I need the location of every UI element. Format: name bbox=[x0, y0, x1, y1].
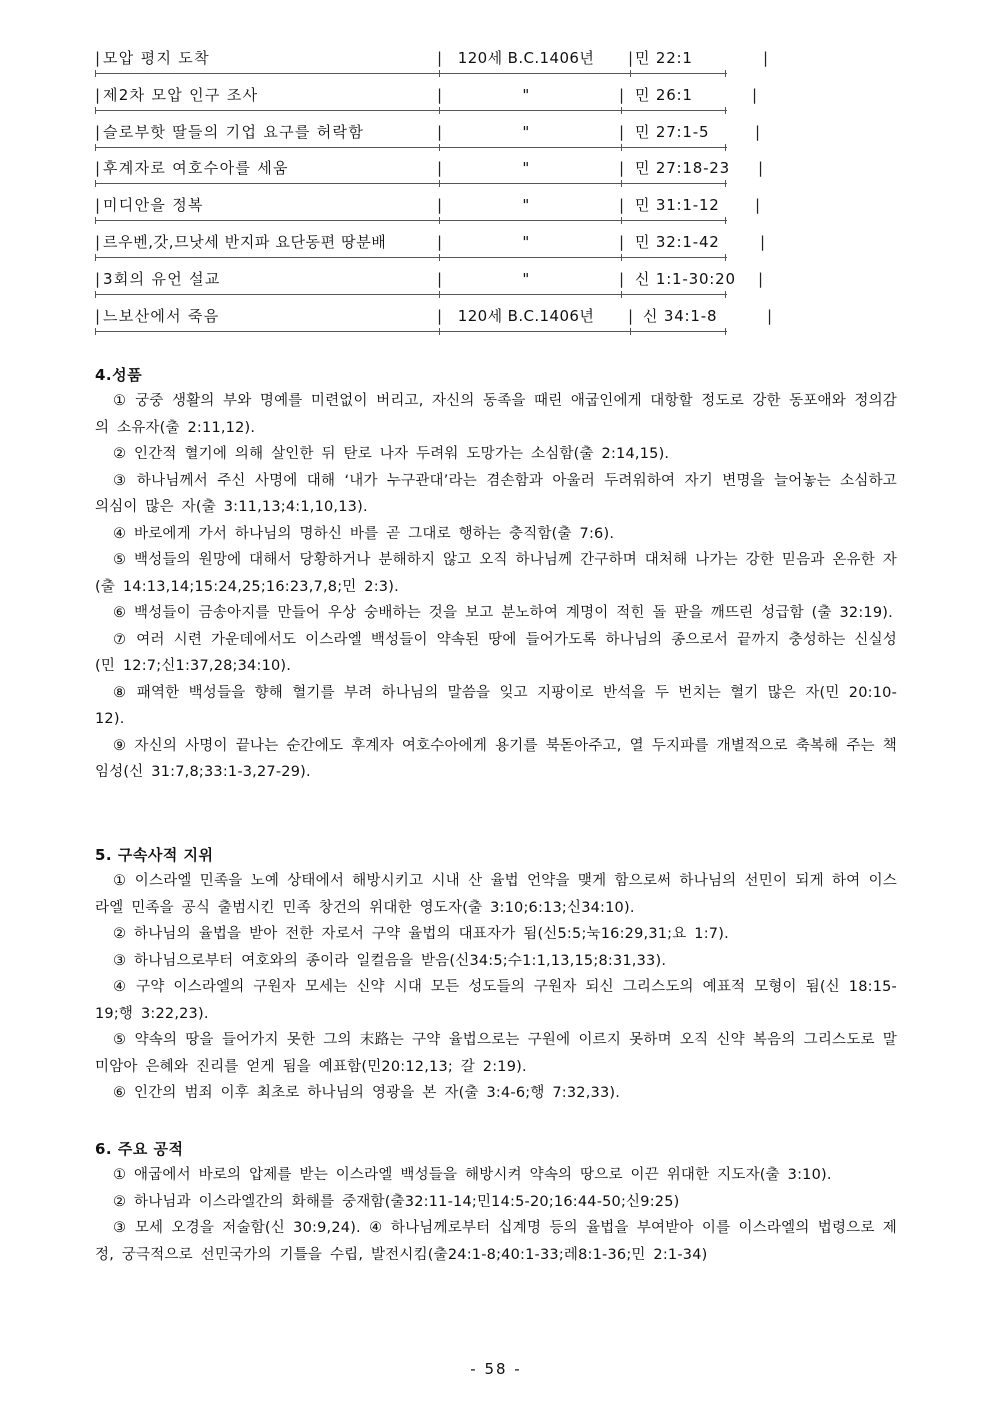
event-cell: 미디안을 정복 bbox=[103, 196, 204, 215]
list-item: ② 하나님의 율법을 받아 전한 자로서 구약 율법의 대표자가 됨(신5:5;눅16:29,31;요 1:7). bbox=[113, 926, 729, 942]
list-item: ⑦ 여러 시련 가운데에서도 이스라엘 백성들이 약속된 땅에 들어가도록 하나님의 종으로서 끝까지 충성하는 신실성(민 12:7;신1:37,28;34:10). bbox=[95, 631, 897, 674]
table-row: | 3회의 유언 설교 | " | 신 1:1-30:20 | bbox=[95, 261, 785, 298]
list-item: ⑥ 백성들이 금송아지를 만들어 우상 숭배하는 것을 보고 분노하여 계명이 적힌 돌 판을 깨뜨린 성급함 (출 32:19). bbox=[113, 605, 893, 621]
table-row: | 모압 평지 도착 | 120세 B.C.1406년 | 민 22:1 | bbox=[95, 40, 785, 77]
list-item: ① 애굽에서 바로의 압제를 받는 이스라엘 백성들을 해방시켜 약속의 땅으로 이끈 위대한 지도자(출 3:10). bbox=[113, 1167, 832, 1183]
event-cell: 르우벤,갓,므낫세 반지파 요단동편 땅분배 bbox=[103, 232, 387, 251]
scripture-ref-cell: 민 31:1-12 bbox=[635, 196, 720, 215]
table-row: | 후계자로 여호수아를 세움 | " | 민 27:18-23 | bbox=[95, 150, 785, 187]
table-row: | 슬로부핫 딸들의 기업 요구를 허락함 | " | 민 27:1-5 | bbox=[95, 114, 785, 151]
section-major-achievements bbox=[95, 1136, 897, 1268]
list-item: ③ 하나님께서 주신 사명에 대해 ‘내가 누구관대’라는 겸손함과 아울러 두려워하여 자기 변명을 늘어놓는 소심하고 의심이 많은 자(출 3:11,13;4:1,10,13). bbox=[95, 472, 897, 515]
list-item: ③ 모세 오경을 저술함(신 30:9,24). ④ 하나님께로부터 십계명 등의 율법을 부여받아 이를 이스라엘의 법령으로 제정, 궁극적으로 선민국가의 기틀을 수립, 발전시킴(출24:1-8;40:1-33;레8:1-36;민 2:1-34) bbox=[95, 1220, 897, 1263]
list-item: ① 궁중 생활의 부와 명예를 미련없이 버리고, 자신의 동족을 때린 애굽인에게 대항할 정도로 강한 동포애와 정의감의 소유자(출 2:11,12). bbox=[95, 393, 897, 436]
list-item: ⑤ 약속의 땅을 들어가지 못한 그의 末路는 구약 율법으로는 구원에 이르지 못하며 오직 신약 복음의 그리스도로 말미암아 은혜와 진리를 얻게 됨을 예표함(민20:12,13; 갈 2:19). bbox=[95, 1032, 897, 1075]
list-item: ④ 구약 이스라엘의 구원자 모세는 신약 시대 모든 성도들의 구원자 되신 그리스도의 예표적 모형이 됨(신 18:15-19;행 3:22,23). bbox=[95, 979, 897, 1022]
list-item: ⑤ 백성들의 원망에 대해서 당황하거나 분해하지 않고 오직 하나님께 간구하며 대처해 나가는 강한 믿음과 온유한 자(출 14:13,14;15:24,25;16:23,7,8;민 2:3). bbox=[95, 552, 897, 595]
age-year-cell: 120세 B.C.1406년 bbox=[457, 306, 595, 325]
event-cell: 후계자로 여호수아를 세움 bbox=[103, 159, 289, 178]
list-item: ⑨ 자신의 사명이 끝나는 순간에도 후계자 여호수아에게 용기를 북돋아주고, 열 두지파를 개별적으로 축복해 주는 책임성(신 31:7,8;33:1-3,27-29). bbox=[95, 737, 897, 780]
age-year-cell: " bbox=[522, 159, 530, 178]
event-cell: 제2차 모압 인구 조사 bbox=[103, 85, 259, 104]
age-year-cell: " bbox=[522, 122, 530, 141]
scripture-ref-cell: 신 34:1-8 bbox=[643, 306, 718, 325]
timeline-table bbox=[95, 40, 785, 334]
age-year-cell: " bbox=[522, 269, 530, 288]
event-cell: 느보산에서 죽음 bbox=[103, 306, 220, 325]
list-item: ③ 하나님으로부터 여호와의 종이라 일컬음을 받음(신34:5;수1:1,13,15;8:31,33). bbox=[113, 952, 667, 969]
scripture-ref-cell: 민 27:18-23 bbox=[635, 159, 730, 178]
list-item: ① 이스라엘 민족을 노예 상태에서 해방시키고 시내 산 율법 언약을 맺게 함으로써 하나님의 선민이 되게 하여 이스라엘 민족을 공식 출범시킨 민족 창건의 위대한 영도자(출 3:10;6:13;신34:10). bbox=[95, 873, 897, 916]
table-row: | 느보산에서 죽음 | 120세 B.C.1406년 | 신 34:1-8 | bbox=[95, 298, 785, 335]
scripture-ref-cell: 신 1:1-30:20 bbox=[635, 269, 736, 288]
table-row: | 르우벤,갓,므낫세 반지파 요단동편 땅분배 | " | 민 32:1-42 | bbox=[95, 224, 785, 261]
list-item: ② 인간적 혈기에 의해 살인한 뒤 탄로 나자 두려워 도망가는 소심함(출 2:14,15). bbox=[113, 446, 670, 462]
table-row: | 제2차 모압 인구 조사 | " | 민 26:1 | bbox=[95, 77, 785, 114]
section-heading: 5. 구속사적 지위 bbox=[95, 846, 214, 864]
event-cell: 슬로부핫 딸들의 기업 요구를 허락함 bbox=[103, 122, 365, 141]
age-year-cell: " bbox=[522, 85, 530, 104]
event-cell: 모압 평지 도착 bbox=[103, 49, 210, 67]
list-item: ⑥ 인간의 범죄 이후 최초로 하나님의 영광을 본 자(출 3:4-6;행 7:32,33). bbox=[113, 1085, 621, 1101]
list-item: ② 하나님과 이스라엘간의 화해를 중재함(출32:11-14;민14:5-20;16:44-50;신9:25) bbox=[113, 1193, 680, 1210]
list-item: ④ 바로에게 가서 하나님의 명하신 바를 곧 그대로 행하는 충직함(출 7:6). bbox=[113, 525, 615, 542]
scripture-ref-cell: 민 26:1 bbox=[635, 85, 693, 104]
section-heading: 6. 주요 공적 bbox=[95, 1140, 184, 1158]
age-year-cell: " bbox=[522, 196, 530, 215]
section-redemptive-status bbox=[95, 842, 897, 1107]
age-year-cell: 120세 B.C.1406년 bbox=[457, 49, 595, 67]
list-item: ⑧ 패역한 백성들을 향해 혈기를 부려 하나님의 말씀을 잊고 지팡이로 반석을 두 번치는 혈기 많은 자(민 20:10-12). bbox=[95, 684, 897, 727]
scripture-ref-cell: 민 27:1-5 bbox=[635, 122, 710, 141]
section-heading: 4.성품 bbox=[95, 366, 143, 384]
table-row: | 미디안을 정복 | " | 민 31:1-12 | bbox=[95, 187, 785, 224]
page-number: - 58 - bbox=[470, 1360, 522, 1378]
scripture-ref-cell: 민 22:1 bbox=[635, 49, 693, 67]
event-cell: 3회의 유언 설교 bbox=[103, 269, 221, 288]
section-character bbox=[95, 362, 897, 786]
scripture-ref-cell: 민 32:1-42 bbox=[635, 232, 720, 251]
age-year-cell: " bbox=[522, 232, 530, 251]
